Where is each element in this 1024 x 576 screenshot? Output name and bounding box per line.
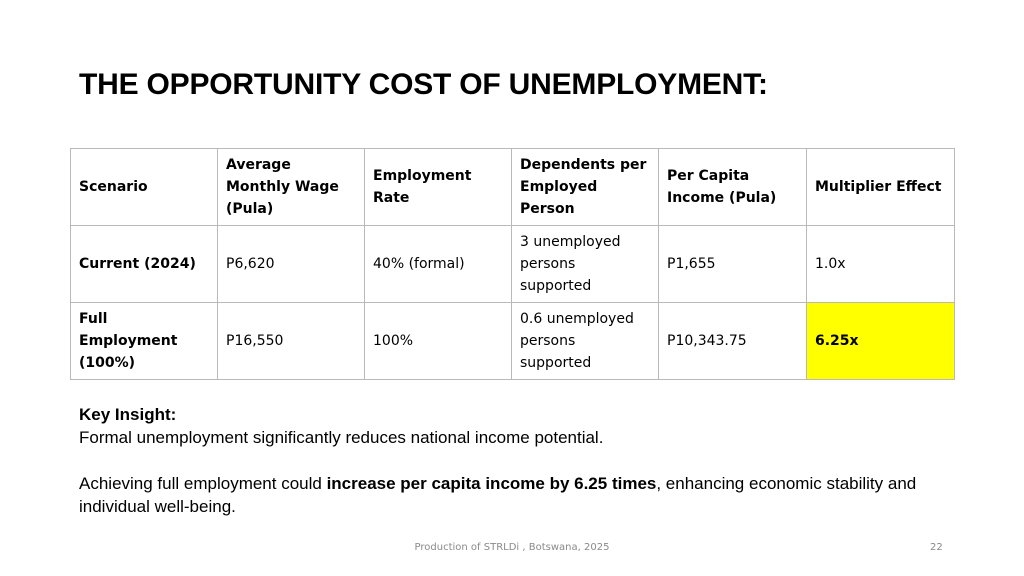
insight-line-2-pre: Achieving full employment could [79, 474, 327, 493]
cell-wage: P6,620 [218, 226, 365, 303]
cell-scenario: Current (2024) [71, 226, 218, 303]
slide-title: THE OPPORTUNITY COST OF UNEMPLOYMENT: [79, 68, 768, 101]
scenario-table [70, 148, 955, 380]
header-dependents: Dependents per Employed Person [512, 149, 659, 226]
table-header-row [71, 149, 955, 226]
footer-text: Production of STRLDi , Botswana, 2025 [414, 542, 610, 553]
header-per-capita-income: Per Capita Income (Pula) [659, 149, 807, 226]
cell-multiplier-highlighted: 6.25x [807, 303, 955, 380]
page-number: 22 [930, 542, 943, 553]
header-average-monthly-wage: Average Monthly Wage (Pula) [218, 149, 365, 226]
cell-employment-rate: 100% [365, 303, 512, 380]
insight-line-1: Formal unemployment significantly reduces national income potential. [79, 428, 604, 447]
header-multiplier-effect: Multiplier Effect [807, 149, 955, 226]
cell-per-capita-income: P10,343.75 [659, 303, 807, 380]
header-employment-rate: Employment Rate [365, 149, 512, 226]
cell-dependents: 0.6 unemployed persons supported [512, 303, 659, 380]
cell-scenario: Full Employment (100%) [71, 303, 218, 380]
header-scenario: Scenario [71, 149, 218, 226]
table-row [71, 303, 955, 380]
insight-line-2 [79, 472, 959, 518]
cell-dependents: 3 unemployed persons supported [512, 226, 659, 303]
key-insight [79, 403, 959, 518]
cell-wage: P16,550 [218, 303, 365, 380]
table-row [71, 226, 955, 303]
insight-line-2-post: , enhancing economic stability and individual well-being. [79, 474, 917, 516]
cell-employment-rate: 40% (formal) [365, 226, 512, 303]
cell-per-capita-income: P1,655 [659, 226, 807, 303]
insight-heading: Key Insight: [79, 405, 177, 424]
insight-line-2-bold: increase per capita income by 6.25 times [326, 474, 657, 493]
cell-multiplier: 1.0x [807, 226, 955, 303]
